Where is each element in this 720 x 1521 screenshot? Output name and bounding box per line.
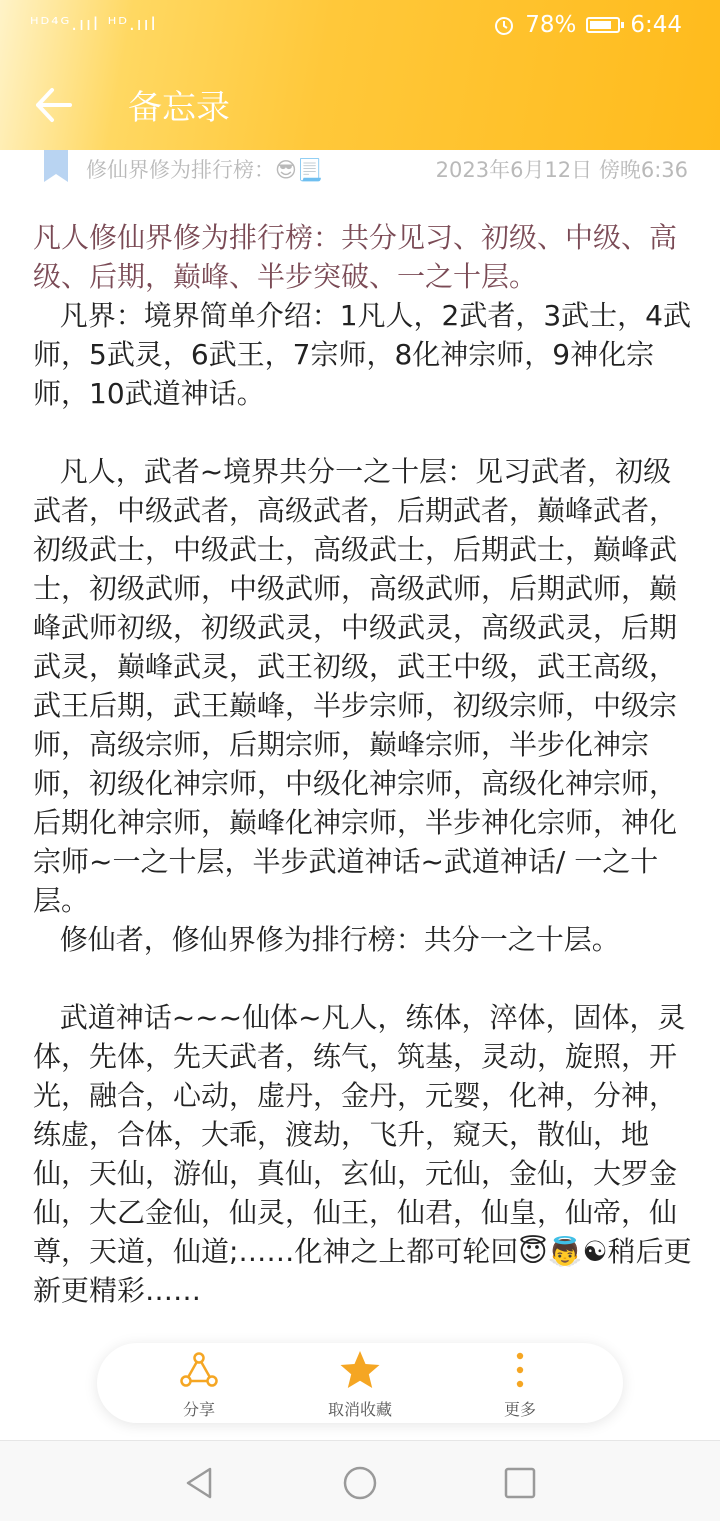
more-vertical-icon (515, 1351, 525, 1389)
battery-icon (586, 17, 620, 33)
battery-percent: 78% (525, 12, 577, 38)
status-right (493, 12, 682, 38)
unfavorite-label: 取消收藏 (327, 1400, 392, 1419)
unfavorite-button[interactable] (295, 1351, 425, 1419)
more-label: 更多 (503, 1400, 536, 1419)
note-paragraph: 武道神话~~~仙体~凡人，练体，淬体，固体，灵体，先体，先天武者，练气，筑基，灵动，旋照，开光，融合，心动，虚丹，金丹，元婴，化神，分神，练虚，合体，大乖，渡劫，飞升，窥天，散仙，地仙，天仙，游仙，真仙，玄仙，元仙，金仙，大罗金仙，大乙金仙，仙灵，仙王，仙君，仙皇，仙帝，仙尊，天道，仙道;……化神之上都可轮回😇👼☯稍后更新更精彩…… (33, 1001, 692, 1307)
alarm-icon (493, 14, 515, 36)
note-date: 2023年6月12日 傍晚6:36 (435, 158, 688, 182)
note-paragraph: 凡人，武者~境界共分一之十层：见习武者，初级武者，中级武者，高级武者，后期武者，巅峰武者，初级武士，中级武士，高级武士，后期武士，巅峰武士，初级武师，中级武师，高级武师，后期武师，巅峰武师初级，初级武灵，中级武灵，高级武灵，后期武灵，巅峰武灵，武王初级，武王中级，武王高级，武王后期，武王巅峰，半步宗师，初级宗师，中级宗师，高级宗师，后期宗师，巅峰宗师，半步化神宗师，初级化神宗师，中级化神宗师，高级化神宗师，后期化神宗师，巅峰化神宗师，半步神化宗师，神化宗师~一之十层，半步武道神话~武道神话/ 一之十层。 (33, 455, 678, 917)
note-body[interactable] (33, 218, 693, 1310)
note-preview: 修仙界修为排行榜：😎📃 (86, 158, 324, 182)
bookmark-icon (42, 150, 70, 184)
signal-indicator: ᴴᴰ⁴ᴳ.ııl ᴴᴰ.ııl (30, 14, 158, 35)
app-bar (0, 62, 720, 150)
status-bar (0, 0, 720, 55)
note-meta (0, 150, 720, 190)
nav-recents-icon[interactable] (502, 1465, 538, 1501)
share-button[interactable] (134, 1351, 264, 1419)
share-label: 分享 (182, 1400, 215, 1419)
clock: 6:44 (630, 12, 682, 38)
note-paragraph: 修仙者，修仙界修为排行榜：共分一之十层。 (33, 923, 620, 956)
blank-line (33, 959, 693, 998)
page-title: 备忘录 (128, 88, 230, 128)
share-icon (179, 1352, 219, 1388)
more-button[interactable] (455, 1351, 585, 1419)
system-nav-bar (0, 1440, 720, 1521)
back-arrow-icon[interactable] (30, 80, 80, 130)
note-paragraph: 凡界：境界简单介绍：1凡人，2武者，3武士，4武师，5武灵，6武王，7宗师，8化神宗师，9神化宗师，10武道神话。 (33, 299, 691, 410)
nav-home-icon[interactable] (342, 1465, 378, 1501)
blank-line (33, 413, 693, 452)
nav-back-icon[interactable] (182, 1465, 218, 1501)
note-paragraph: 凡人修仙界修为排行榜：共分见习、初级、中级、高级、后期，巅峰、半步突破、一之十层。 (33, 221, 678, 293)
action-bar (97, 1343, 623, 1423)
header (0, 0, 720, 150)
star-icon (339, 1350, 381, 1390)
